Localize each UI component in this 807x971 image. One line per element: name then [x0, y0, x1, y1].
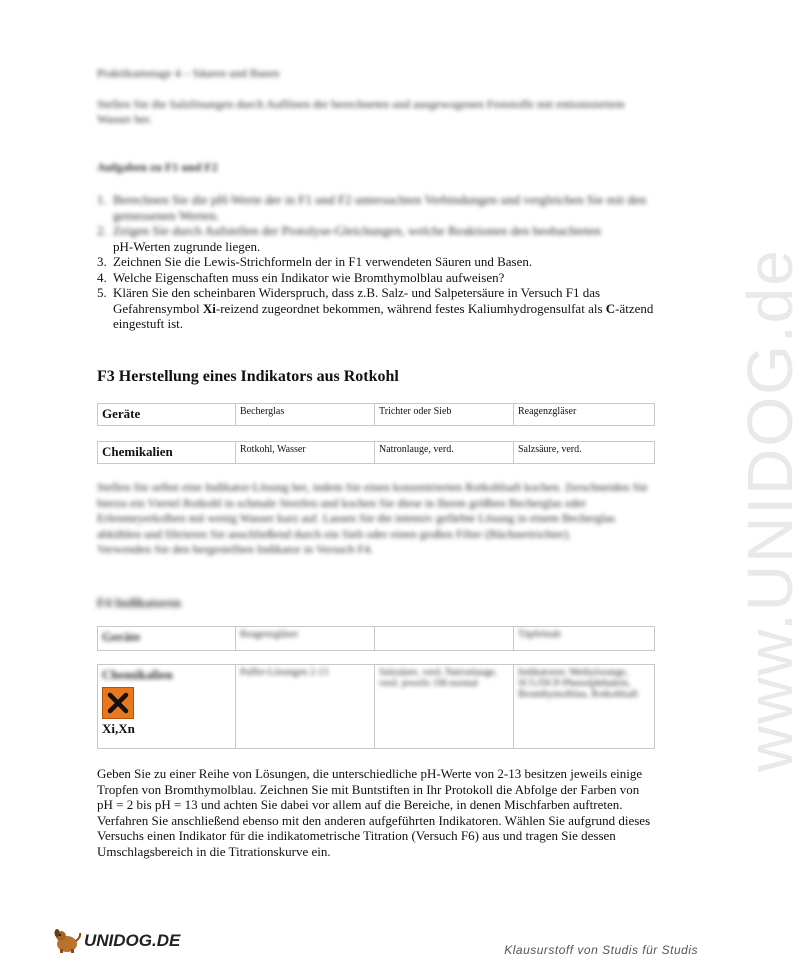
- f4-chemikalien-table: [97, 664, 655, 749]
- x-cross-icon: [106, 691, 130, 715]
- task-item: 4. Welche Eigenschaften muss ein Indikator wie Bromthymolblau aufweisen?: [97, 269, 505, 285]
- table-cell: Trichter oder Sieb: [375, 404, 514, 426]
- dog-icon: [52, 928, 82, 954]
- task-item: 5. Klären Sie den scheinbaren Widerspruch, dass z.B. Salz- und Salpetersäure in Versuch F1 das Gefahrensymbol Xi-reizend zugeordnet bekommen, während festes Kaliumhydrogensulfat als C-ätzend eingestuft ist.: [97, 285, 654, 331]
- task-item: 2. Zeigen Sie durch Aufstellen der Protolyse-Gleichungen, welche Reaktionen den beobachteten pH-Werten zugrunde liegen.: [97, 223, 602, 254]
- hazard-symbol: [102, 687, 134, 719]
- chemikalien-label: Chemikalien: [102, 667, 173, 682]
- f3-chemikalien-table: [97, 441, 655, 464]
- f3-geraete-table: [97, 403, 655, 426]
- task-item: 1. Berechnen Sie die pH-Werte der in F1 und F2 untersuchten Verbindungen und vergleichen Sie mit den gemessenen Werten.: [97, 192, 647, 223]
- tasks-heading: Aufgaben zu F1 und F2: [97, 160, 218, 174]
- unidog-logo: [52, 928, 180, 954]
- f3-instructions: Stellen Sie selbst eine Indikator-Lösung her, indem Sie einen konzentrierten Rotkohlsaft kochen. Zerschneiden Sie hierzu ein Viertel Rotkohl in schmale Streifen und kochen Sie diese in Ihrem größten Becherglas oder Erlenmeyerkolben mit wenig Wasser kurz auf. Lassen Sie die intensiv gefärbte Lösung in einem Becherglas abkühlen und filtrieren Sie anschließend durch ein Sieb oder einen großen Filter (Büchnertrichter). Verwenden Sie den hergestellten Indikator in Versuch F4.: [97, 480, 648, 556]
- geraete-label: Geräte: [98, 627, 236, 651]
- table-cell: [375, 627, 514, 651]
- table-cell: Salzsäure, verd. Natronlauge, verd. jeweils 1M-normal: [375, 665, 514, 749]
- page-header: Praktikumstage 4 – Säuren und Basen: [97, 66, 280, 80]
- hazard-label: Xi,Xn: [102, 721, 135, 736]
- table-cell: Puffer-Lösungen 2-13: [236, 665, 375, 749]
- chemikalien-cell: [98, 665, 236, 749]
- table-cell: Tüpfelstab: [514, 627, 655, 651]
- logo-text: UNIDOG.DE: [84, 931, 181, 950]
- section-title-f4: F4 Indikatoren: [97, 595, 181, 610]
- table-cell: Reagenzgläser: [236, 627, 375, 651]
- table-cell: Indikatoren: Methylorange, SCG/DCP-Phenolphthalein, Bromthymolblau, Rotkohlsaft: [514, 665, 655, 749]
- intro-paragraph: Stellen Sie die Salzlösungen durch Auflösen der berechneten und ausgewogenen Feststoffe mit entionisiertem Wasser her.: [97, 97, 625, 126]
- footer-tagline: Klausurstoff von Studis für Studis: [504, 943, 698, 957]
- table-cell: Reagenzgläser: [514, 404, 655, 426]
- f4-instructions: Geben Sie zu einer Reihe von Lösungen, die unterschiedliche pH-Werte von 2-13 besitzen jeweils einige Tropfen von Bromthymolblau. Zeichnen Sie mit Buntstiften in Ihr Protokoll die Abfolge der Farben von pH = 2 bis pH = 13 und achten Sie dabei vor allem auf die Bereiche, in denen Mischfarben auftreten. Verfahren Sie anschließend ebenso mit den anderen aufgeführten Indikatoren. Wählen Sie aufgrund dieses Versuchs einen Indikator für die indikatometrische Titration (Versuch F6) aus und tragen Sie dessen Umschlagsbereich in die Titrationskurve ein.: [97, 766, 651, 859]
- section-title-f3: F3 Herstellung eines Indikators aus Rotkohl: [97, 368, 399, 385]
- chemikalien-label: Chemikalien: [98, 442, 236, 464]
- geraete-label: Geräte: [98, 404, 236, 426]
- task-list: [97, 192, 657, 332]
- watermark: www.UNIDOG.de: [734, 248, 806, 772]
- table-cell: Becherglas: [236, 404, 375, 426]
- table-cell: Rotkohl, Wasser: [236, 442, 375, 464]
- table-cell: Salzsäure, verd.: [514, 442, 655, 464]
- table-cell: Natronlauge, verd.: [375, 442, 514, 464]
- task-item: 3. Zeichnen Sie die Lewis-Strichformeln der in F1 verwendeten Säuren und Basen.: [97, 254, 533, 269]
- f4-geraete-table: [97, 626, 655, 651]
